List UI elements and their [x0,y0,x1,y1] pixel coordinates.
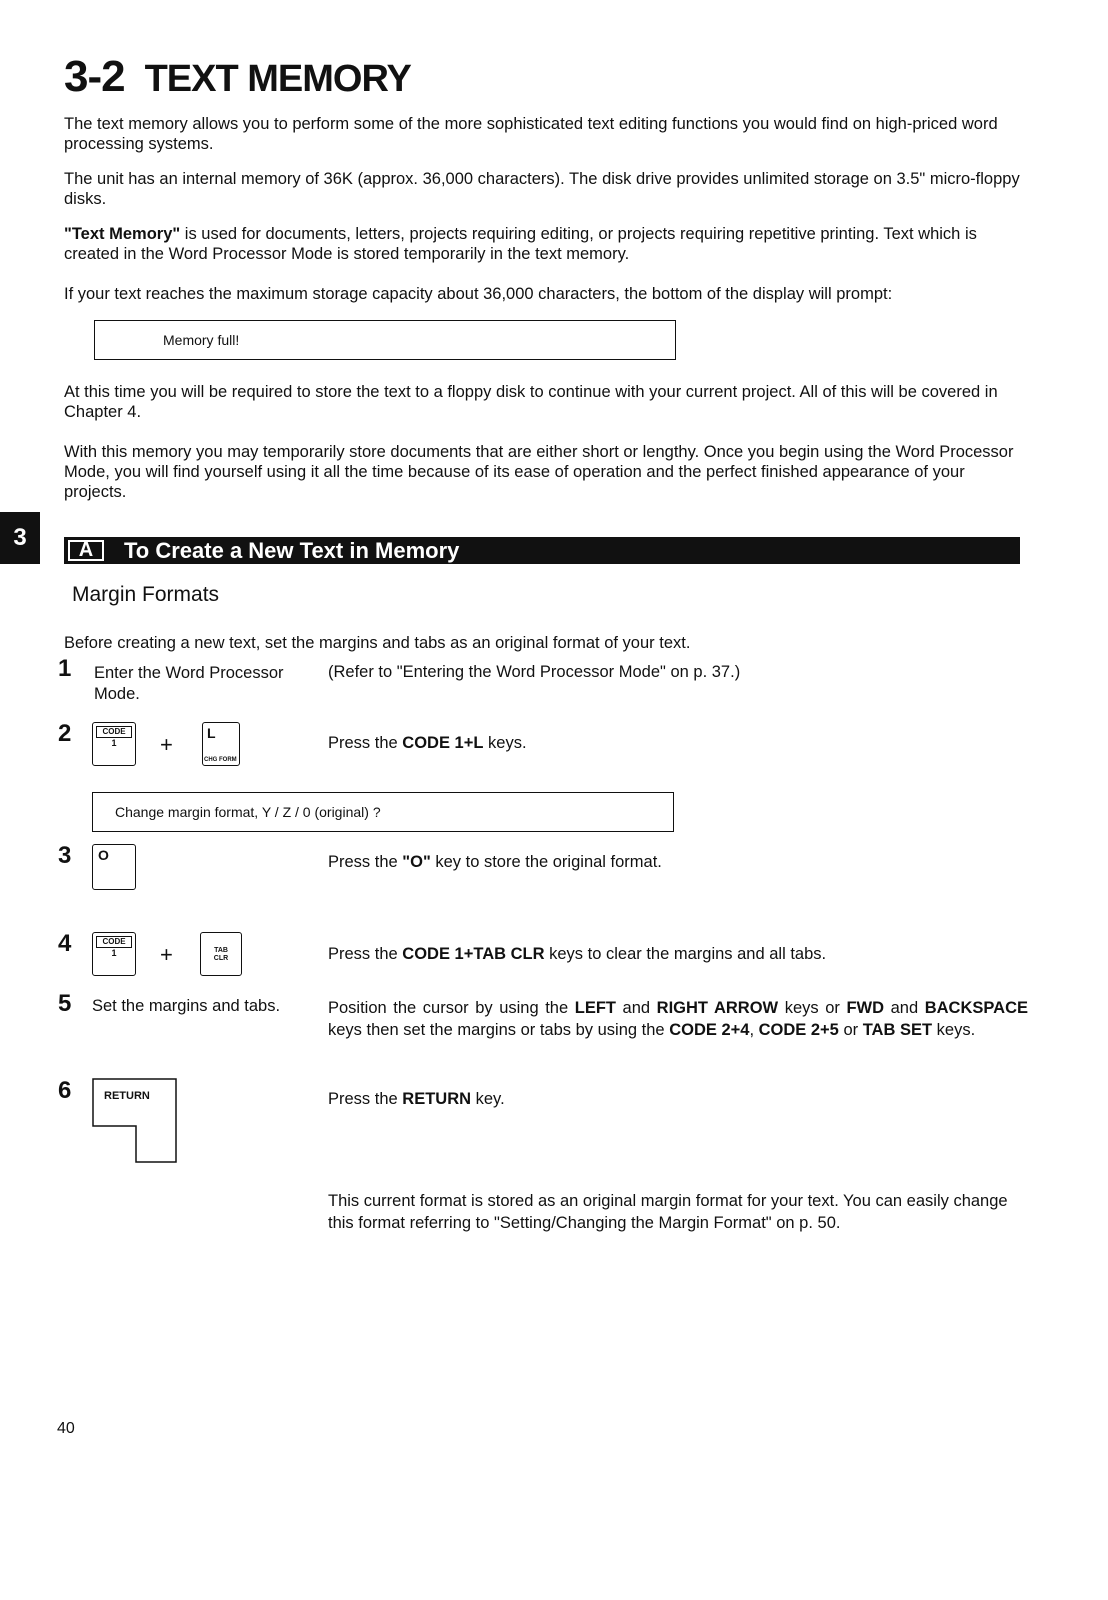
code-key-sub: 1 [111,948,117,958]
intro-paragraph-4: If your text reaches the maximum storage capacity about 36,000 characters, the bottom of the display will prompt: [64,285,893,303]
o-key-icon [92,844,136,890]
intro-paragraph-2: The unit has an internal memory of 36K (approx. 36,000 characters). The disk drive provides unlimited storage on 3.5" micro-floppy disks. [64,170,1020,208]
code-key-icon [92,722,136,766]
section-header-bar [64,537,1020,564]
step-5-text: Set the margins and tabs. [92,997,281,1015]
page-number: 40 [57,1420,75,1437]
l-key-icon [202,722,240,766]
step-5-desc-part: , [749,1021,759,1039]
step-6-note: This current format is stored as an original margin format for your text. You can easily change this format referring to "Setting/Changing the Margin Format" on p. 50. [328,1192,1008,1232]
backspace-key-text: BACKSPACE [924,999,1029,1017]
tab-clr-key-icon [200,932,242,976]
before-creating-text: Before creating a new text, set the margins and tabs as an original format of your text. [64,634,691,652]
step-5-description [328,997,1028,1041]
code-key-icon [92,932,136,976]
step-1-reference: (Refer to "Entering the Word Processor Mode" on p. 37.) [328,663,741,681]
chapter-tab: 3 [0,512,40,564]
tab-clr-key-label: TAB CLR [213,947,229,962]
step-5-desc-part: keys. [932,1021,976,1039]
fwd-key-text: FWD [846,999,885,1017]
step-5-desc-part: keys or [778,999,847,1017]
step-6-desc-pre: Press the [328,1090,403,1108]
step-4-desc-pre: Press the [328,945,403,963]
intro-paragraph-3 [64,224,1028,264]
return-key-label: RETURN [104,1090,150,1102]
intro-paragraph-3-text: is used for documents, letters, projects requiring editing, or projects requiring repetitive printing. Text which is created in the Word Processor Mode is stored temporarily in the text memory. [64,225,977,263]
memory-full-text: Memory full! [163,332,240,348]
intro-paragraph-1: The text memory allows you to perform some of the more sophisticated text editing functions you would find on high-priced word processing systems. [64,115,998,153]
memory-full-display [94,320,676,360]
text-memory-term: "Text Memory" [64,225,181,243]
step-4-number: 4 [58,930,72,957]
step-4-desc-post: keys to clear the margins and all tabs. [544,945,827,963]
plus-sign: + [160,942,173,967]
intro-paragraph-5: At this time you will be required to store the text to a floppy disk to continue with your current project. All of this will be covered in Chapter 4. [64,383,998,421]
step-3-description [328,851,662,873]
code-key-sub: 1 [111,738,117,748]
step-2-desc-pre: Press the [328,734,403,752]
code-2-4-text: CODE 2+4 [669,1021,750,1039]
step-4-description [328,943,826,965]
o-key-label: O [98,847,109,863]
left-key-text: LEFT [574,999,616,1017]
step-2-desc-post: keys. [483,734,527,752]
l-key-sub: CHG FORM [204,757,237,763]
section-title: TEXT MEMORY [144,58,411,100]
plus-sign: + [160,732,173,757]
step-2-description [328,732,527,754]
step-3-number: 3 [58,842,72,869]
section-letter: A [68,540,104,561]
l-key-label: L [207,725,216,741]
step-2-desc-keys: CODE 1+L [402,734,484,752]
step-3-desc-pre: Press the [328,853,403,871]
section-number: 3-2 [64,52,125,101]
step-6-desc-key: RETURN [402,1090,472,1108]
step-5-desc-part: keys then set the margins or tabs by using the [328,1021,670,1039]
step-5-desc-part: Position the cursor by using the [328,999,575,1017]
tab-set-text: TAB SET [862,1021,933,1039]
code-2-5-text: CODE 2+5 [758,1021,839,1039]
step-5-desc-part: and [615,999,657,1017]
step-5-desc-part: and [884,999,925,1017]
step-3-desc-post: key to store the original format. [430,853,662,871]
change-margin-prompt [92,792,674,832]
section-header-title: To Create a New Text in Memory [124,538,460,563]
step-3-desc-key: "O" [402,853,431,871]
step-1-text: Enter the Word Processor Mode. [94,664,284,703]
intro-paragraph-6: With this memory you may temporarily store documents that are either short or lengthy. Once you begin using the Word Processor Mode, you will find yourself using it all the time because of its ease of operation and the perfect finished appearance of your projects. [64,443,1014,501]
step-2-number: 2 [58,720,72,747]
step-5-desc-part: or [838,1021,863,1039]
step-4-desc-keys: CODE 1+TAB CLR [402,945,545,963]
step-5-number: 5 [58,990,72,1017]
subheading: Margin Formats [72,583,220,606]
right-arrow-key-text: RIGHT ARROW [656,999,779,1017]
step-6-number: 6 [58,1077,72,1104]
step-1-number: 1 [58,655,72,682]
page-title [64,52,411,102]
code-key-label: CODE [96,936,132,948]
step-6-description [328,1088,505,1110]
change-margin-prompt-text: Change margin format, Y / Z / 0 (original) ? [115,804,381,820]
step-6-desc-post: key. [471,1090,505,1108]
code-key-label: CODE [96,726,132,738]
